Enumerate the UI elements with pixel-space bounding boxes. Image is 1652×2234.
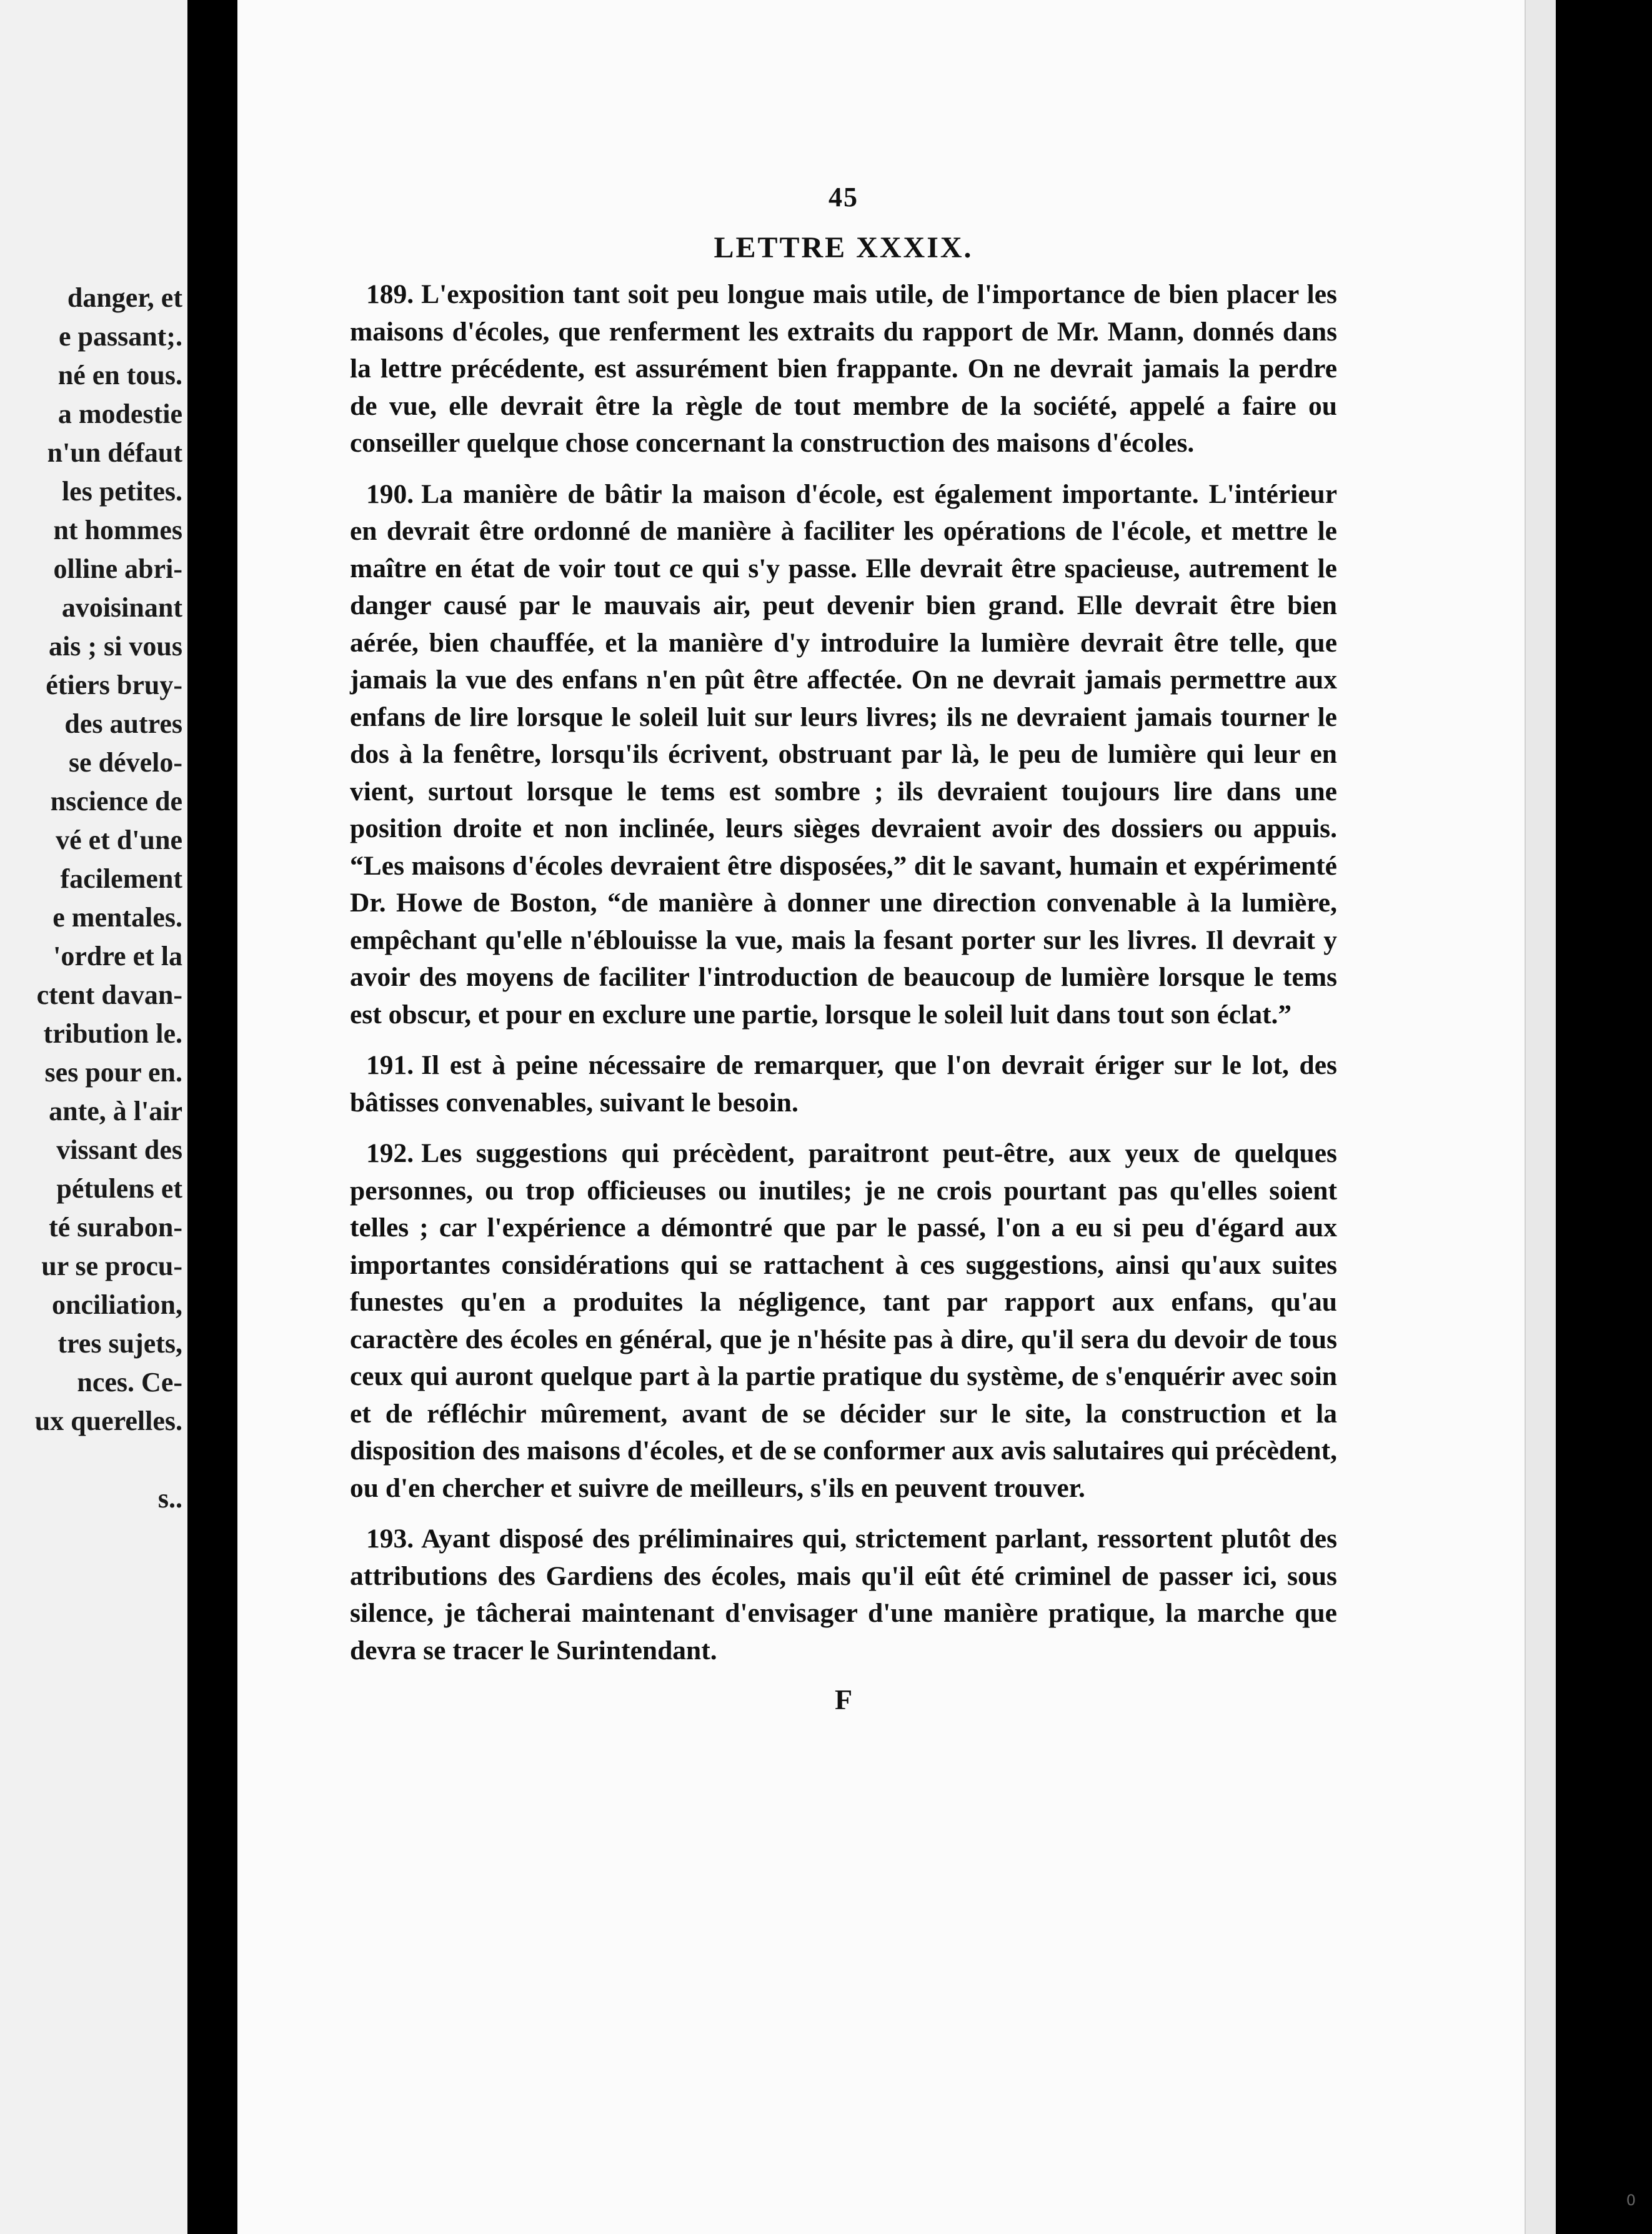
paragraph-192 — [350, 1135, 1337, 1507]
paragraph-number: 190. — [366, 479, 414, 509]
left-page-line: a modestie — [57, 399, 182, 429]
left-page-line: 'ordre et la — [53, 941, 182, 971]
left-page-fragment — [0, 0, 187, 2234]
left-page-line: des autres — [64, 708, 182, 739]
left-page-line: ur se procu- — [41, 1251, 182, 1281]
text-block — [350, 181, 1337, 1716]
left-page-line: ante, à l'air — [49, 1096, 182, 1126]
paragraph-text: L'exposition tant soit peu longue mais utile, de l'importance de bien placer les maisons d'écoles, que renferment les extraits du rapport de Mr. Mann, donnés dans la lettre précédente, est assurément bien frappante. On ne devrait jamais la perdre de vue, elle devrait être la règle de tout membre de la société, appelé a faire ou conseiller quelque chose concernant la construction des maisons d'écoles. — [350, 279, 1337, 458]
left-page-line: nces. Ce- — [77, 1367, 182, 1397]
left-page-line: ais ; si vous — [49, 631, 182, 662]
left-page-line: étiers bruy- — [46, 670, 182, 700]
paragraph-190 — [350, 476, 1337, 1034]
paragraph-text: Les suggestions qui précèdent, paraitront peut-être, aux yeux de quelques personnes, ou trop officieuses ou inutiles; je ne crois pourtant pas qu'elles soient telles ; car l'expérience a démontré que par le passé, l'on a eu si peu d'égard aux importantes considérations qui se rattachent à ces suggestions, ainsi qu'aux suites funestes qu'en a produites la négligence, tant par rapport aux enfans, qu'au caractère des écoles en général, que je n'hésite pas à dire, qu'il sera du devoir de tous ceux qui auront quelque part à la partie pratique du système, de s'enquérir avec soin et de réfléchir mûrement, avant de se décider sur le site, la construction et la disposition des maisons d'écoles, et de se conformer aux avis salutaires qui précèdent, ou d'en chercher et suivre de meilleurs, s'ils en peuvent trouver. — [350, 1138, 1337, 1503]
left-page-line: les petites. — [61, 476, 182, 507]
paragraph-number: 189. — [366, 279, 414, 309]
left-page-line: danger, et — [67, 282, 182, 313]
paragraph-number: 193. — [366, 1524, 414, 1554]
left-page-line: onciliation, — [51, 1289, 182, 1320]
paragraph-number: 191. — [366, 1050, 414, 1080]
paragraph-191 — [350, 1047, 1337, 1121]
left-page-line: té surabon- — [49, 1212, 182, 1243]
letter-heading: LETTRE XXXIX. — [714, 231, 973, 264]
left-page-line: e passant;. — [58, 321, 182, 352]
left-page-line: facilement — [60, 863, 182, 894]
signature-mark: F — [834, 1684, 853, 1715]
paragraph-193 — [350, 1521, 1337, 1669]
paragraph-text: Il est à peine nécessaire de remarquer, que l'on devrait ériger sur le lot, des bâtisses convenables, suivant le besoin. — [350, 1050, 1337, 1118]
left-page-line: pétulens et — [56, 1173, 182, 1204]
page-edge — [1525, 0, 1557, 2234]
left-page-line: vé et d'une — [56, 825, 182, 855]
left-page-line: nscience de — [50, 786, 182, 817]
left-page-line: nt hommes — [53, 515, 182, 545]
paragraph-text: La manière de bâtir la maison d'école, est également importante. L'intérieur en devrait être ordonné de manière à faciliter les opérations de l'école, et mettre le maître en état de voir tout ce qui s'y passe. Elle devrait être spacieuse, autrement le danger causé par le mauvais air, peut devenir bien grand. Elle devrait être bien aérée, bien chauffée, et la manière d'y introduire la lumière devrait être telle, que jamais la vue des enfans n'en pût être affectée. On ne devrait jamais permettre aux enfans de lire lorsque le soleil luit sur leurs livres; ils ne devraient jamais tourner le dos à la fenêtre, lorsqu'ils écrivent, obstruant par là, le peu de lumière qui leur en vient, surtout lorsque le tems est sombre ; ils devraient toujours lire dans une position droite et non inclinée, leurs sièges devraient avoir des dossiers ou appuis. “Les maisons d'écoles devraient être disposées,” dit le savant, humain et expérimenté Dr. Howe de Boston, “de manière à donner une direction convenable à la lumière, empêchant qu'elle n'éblouisse la vue, mais la fesant porter sur les livres. Il devrait y avoir des moyens de faciliter l'introduction de beaucoup de lumière lorsque le tems est obscur, et pour en exclure une partie, lorsque le soleil luit dans tout son éclat.” — [350, 479, 1337, 1030]
left-page-line: ses pour en. — [44, 1057, 182, 1088]
left-page-line: ctent davan- — [36, 980, 182, 1010]
paragraph-text: Ayant disposé des préliminaires qui, strictement parlant, ressortent plutôt des attributions des Gardiens des écoles, mais qu'il eût été criminel de passer ici, sous silence, je tâcherai maintenant d'envisager d'une manière pratique, la marche que devra se tracer le Surintendant. — [350, 1524, 1337, 1666]
left-page-line: n'un défaut — [47, 437, 182, 468]
paragraph-number: 192. — [366, 1138, 414, 1168]
left-page-line: ux querelles. — [34, 1406, 182, 1436]
left-page-line: olline abri- — [53, 554, 182, 584]
left-page-line: vissant des — [56, 1134, 182, 1165]
gutter — [187, 0, 237, 2234]
left-page-line: tribution le. — [43, 1018, 182, 1049]
left-page-line: e mentales. — [52, 902, 182, 933]
right-border — [1556, 0, 1652, 2234]
page-number: 45 — [828, 182, 858, 212]
corner-mark: 0 — [1626, 2192, 1636, 2209]
left-page-line: s.. — [157, 1483, 182, 1514]
left-page-line: avoisinant — [61, 592, 182, 623]
left-page-line: tres sujets, — [57, 1328, 182, 1359]
left-page-line: se dévelo- — [68, 747, 182, 778]
paragraph-189 — [350, 276, 1337, 462]
left-page-line: né en tous. — [57, 360, 182, 390]
